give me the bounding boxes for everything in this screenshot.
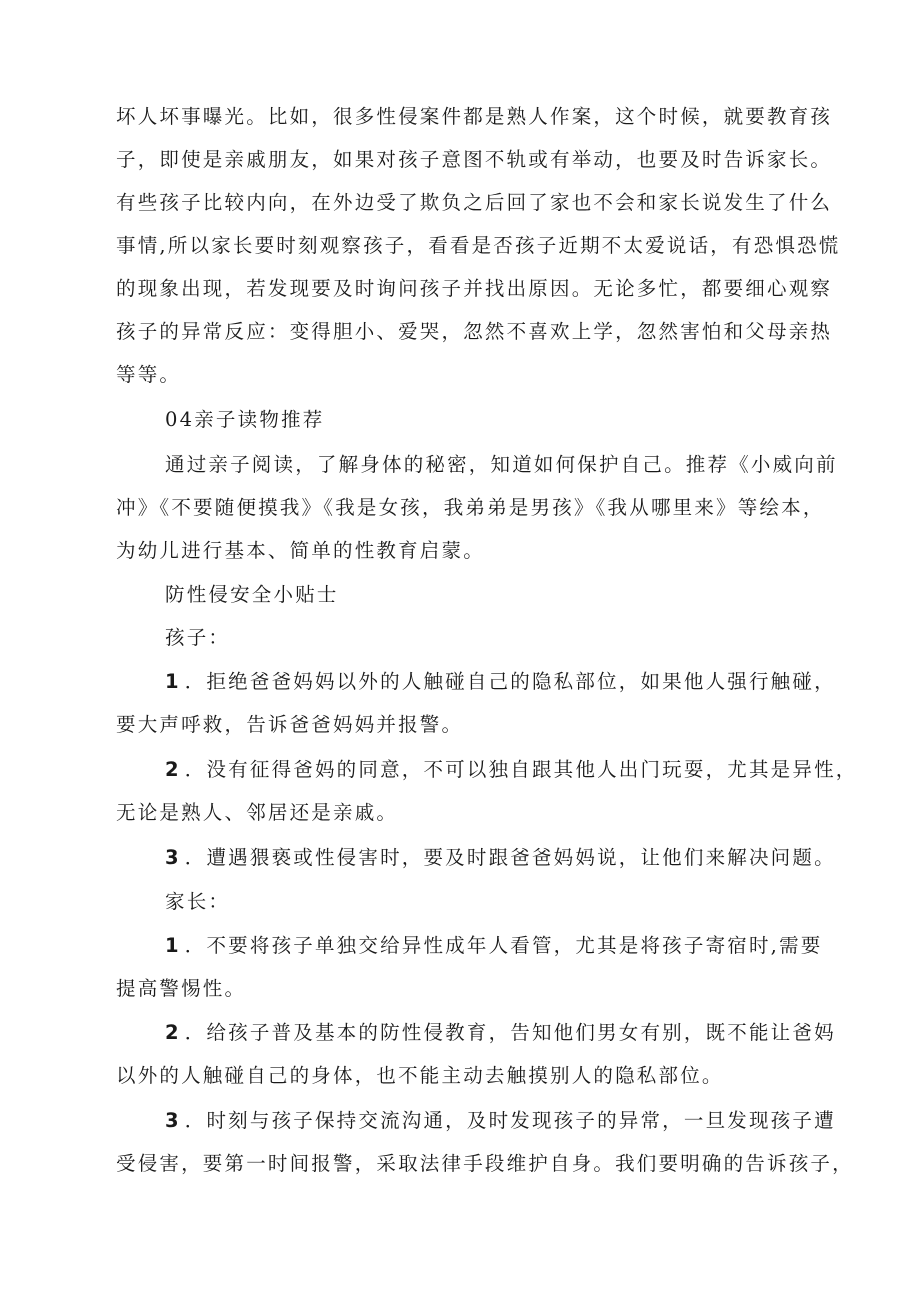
item-text: ．拒绝爸爸妈妈以外的人触碰自己的隐私部位，如果他人强行触碰， (184, 670, 836, 693)
intro-line-6: 孩子的异常反应：变得胆小、爱哭，忽然不喜欢上学，忽然害怕和父母亲热 (116, 320, 833, 343)
reading-line-2: 冲》《不要随便摸我》《我是女孩，我弟弟是男孩》《我从哪里来》等绘本， (116, 496, 825, 519)
item-number: 2 (165, 758, 181, 781)
item-text: ．没有征得爸妈的同意，不可以独自跟其他人出门玩耍，尤其是异性， (184, 758, 858, 781)
reading-line-1: 通过亲子阅读，了解身体的秘密，知道如何保护自己。推荐《小威向前 (165, 453, 838, 476)
item-text: ．给孩子普及基本的防性侵教育，告知他们男女有别，既不能让爸妈 (184, 1021, 836, 1044)
tips-title: 防性侵安全小贴士 (165, 583, 339, 606)
children-label: 孩子： (165, 626, 231, 649)
parents-item-1-cont: 提高警惕性。 (116, 977, 247, 1000)
intro-line-3: 有些孩子比较内向，在外边受了欺负之后回了家也不会和家长说发生了什么 (116, 191, 833, 214)
parents-item-3-cont: 受侵害，要第一时间报警，采取法律手段维护自身。我们要明确的告诉孩子， (116, 1152, 854, 1175)
children-item-1-cont: 要大声呼救，告诉爸爸妈妈并报警。 (116, 713, 464, 736)
reading-line-3: 为幼儿进行基本、简单的性教育启蒙。 (116, 539, 485, 562)
item-number: 1 (165, 670, 181, 693)
intro-line-1: 坏人坏事曝光。比如，很多性侵案件都是熟人作案，这个时候，就要教育孩 (116, 105, 833, 128)
parents-item-3 (165, 1106, 836, 1136)
intro-line-4: 事情,所以家长要时刻观察孩子，看看是否孩子近期不太爱说话，有恐惧恐慌 (116, 234, 841, 257)
item-number: 3 (165, 846, 181, 869)
item-number: 1 (165, 934, 181, 957)
intro-line-2: 子，即使是亲戚朋友，如果对孩子意图不轨或有举动，也要及时告诉家长。 (116, 148, 833, 171)
item-text: ．不要将孩子单独交给异性成年人看管，尤其是将孩子寄宿时,需要 (184, 934, 823, 957)
intro-line-5: 的现象出现，若发现要及时询问孩子并找出原因。无论多忙，都要细心观察 (116, 277, 833, 300)
item-number: 3 (165, 1109, 181, 1132)
intro-line-7: 等等。 (116, 363, 182, 386)
children-item-1 (165, 667, 836, 697)
children-item-2 (165, 755, 857, 785)
children-item-3 (165, 843, 836, 873)
parents-label: 家长： (165, 890, 231, 913)
parents-item-2 (165, 1018, 836, 1048)
parents-item-1 (165, 931, 822, 961)
children-item-2-cont: 无论是熟人、邻居还是亲戚。 (116, 801, 399, 824)
item-number: 2 (165, 1021, 181, 1044)
item-text: ．遭遇猥亵或性侵害时，要及时跟爸爸妈妈说，让他们来解决问题。 (184, 846, 836, 869)
item-text: ．时刻与孩子保持交流沟通，及时发现孩子的异常，一旦发现孩子遭 (184, 1109, 836, 1132)
section-heading: 04亲子读物推荐 (165, 408, 325, 431)
parents-item-2-cont: 以外的人触碰自己的身体，也不能主动去触摸别人的隐私部位。 (116, 1064, 724, 1087)
